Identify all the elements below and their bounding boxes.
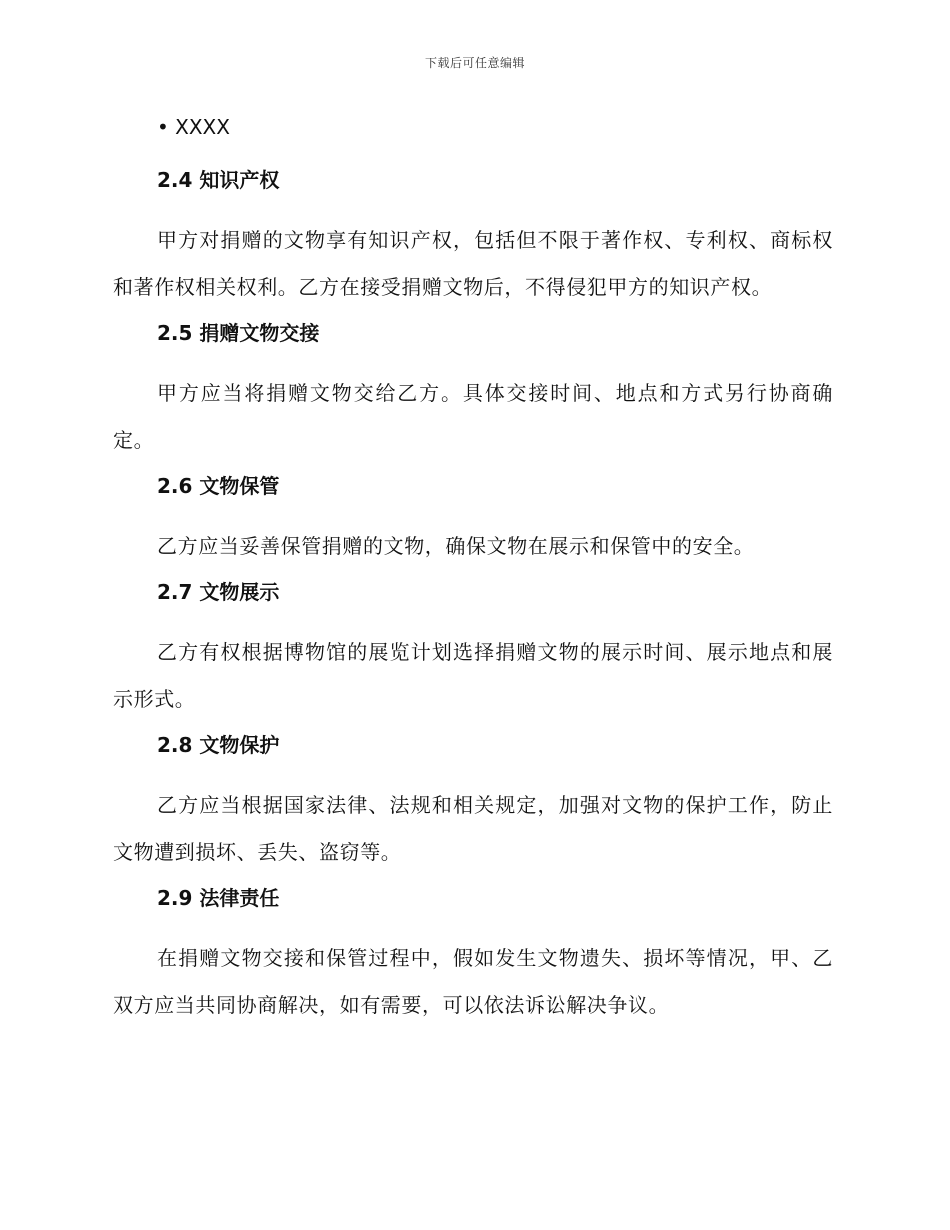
section-paragraph-2-5: 甲方应当将捐赠文物交给乙方。具体交接时间、地点和方式另行协商确定。: [113, 381, 833, 452]
section-heading-2-5: 2.5 捐赠文物交接: [157, 321, 320, 345]
section-heading-2-8: 2.8 文物保护: [157, 733, 280, 757]
document-body: [113, 112, 833, 1036]
page-header-note: 下载后可任意编辑: [424, 56, 525, 70]
section-paragraph-2-7: 乙方有权根据博物馆的展览计划选择捐赠文物的展示时间、展示地点和展示形式。: [113, 640, 833, 711]
section-paragraph-2-4: 甲方对捐赠的文物享有知识产权，包括但不限于著作权、专利权、商标权和著作权相关权利。乙方在接受捐赠文物后，不得侵犯甲方的知识产权。: [113, 228, 833, 299]
section-paragraph-2-8: 乙方应当根据国家法律、法规和相关规定，加强对文物的保护工作，防止文物遭到损坏、丢失、盗窃等。: [113, 793, 833, 864]
section-paragraph-2-9: 在捐赠文物交接和保管过程中，假如发生文物遗失、损坏等情况，甲、乙双方应当共同协商解决，如有需要，可以依法诉讼解决争议。: [113, 946, 833, 1017]
bullet-item: • XXXX: [157, 115, 230, 139]
section-heading-2-6: 2.6 文物保管: [157, 474, 280, 498]
section-heading-2-4: 2.4 知识产权: [157, 168, 280, 192]
section-heading-2-7: 2.7 文物展示: [157, 580, 280, 604]
section-paragraph-2-6: 乙方应当妥善保管捐赠的文物，确保文物在展示和保管中的安全。: [157, 534, 755, 558]
section-heading-2-9: 2.9 法律责任: [157, 886, 280, 910]
